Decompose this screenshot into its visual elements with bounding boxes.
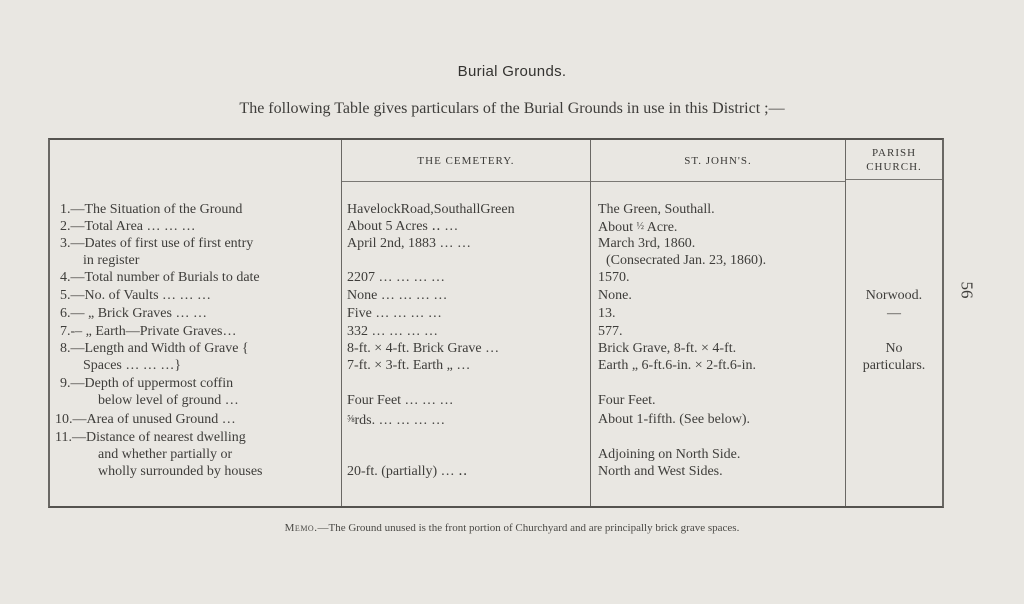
column-divider	[845, 140, 846, 506]
header-parish-line2: CHURCH.	[866, 161, 922, 173]
row-8-label-cont: Spaces … … …}	[83, 358, 182, 373]
st-johns-consecrated: (Consecrated Jan. 23, 1860).	[606, 253, 767, 268]
header-parish-line1: PARISH	[871, 147, 917, 159]
cemetery-brick-graves: Five … … … …	[347, 306, 442, 321]
cemetery-unused-area	[347, 412, 445, 429]
header-rule	[591, 181, 845, 182]
page-title: Burial Grounds.	[457, 63, 567, 80]
row-1-label: 1.—The Situation of the Ground	[60, 202, 243, 217]
row-9-label: 9.—Depth of uppermost coffin	[60, 376, 234, 391]
cemetery-earth-graves: 332 … … … …	[347, 324, 438, 339]
st-johns-area-text: About	[598, 220, 637, 235]
row-11-label-cont: wholly surrounded by houses	[98, 464, 263, 479]
parish-brick-graves: —	[887, 306, 901, 321]
intro-text: The following Table gives particulars of the Burial Grounds in use in this District ;—	[239, 100, 785, 117]
column-divider	[590, 140, 591, 506]
cemetery-brick-grave-size: 8-ft. × 4-ft. Brick Grave …	[347, 341, 500, 356]
parish-vaults: Norwood.	[865, 288, 923, 303]
cemetery-burials: 2207 … … … …	[347, 270, 445, 285]
st-johns-area	[598, 219, 677, 236]
row-11-label: 11.—Distance of nearest dwelling	[55, 430, 246, 445]
row-4-label: 4.—Total number of Burials to date	[60, 270, 260, 285]
st-johns-area-unit: Acre.	[644, 220, 678, 235]
cemetery-first-use: April 2nd, 1883 … …	[347, 236, 472, 251]
cemetery-dwelling-distance: 20-ft. (partially) … ‥	[347, 464, 468, 479]
st-johns-area-fraction: ½	[636, 221, 644, 232]
row-8-label: 8.—Length and Width of Grave {	[60, 341, 249, 356]
row-3-label-cont: in register	[83, 253, 140, 268]
memo-note	[0, 522, 1024, 534]
row-7-label: 7.-– „ Earth—Private Graves…	[60, 324, 237, 339]
cemetery-earth-grave-size: 7-ft. × 3-ft. Earth „ …	[347, 358, 471, 373]
st-johns-burials: 1570.	[598, 270, 630, 285]
burial-grounds-table	[48, 138, 944, 508]
st-johns-brick-graves: 13.	[598, 306, 616, 321]
st-johns-earth-graves: 577.	[598, 324, 623, 339]
cemetery-area: About 5 Acres ‥ …	[347, 219, 459, 234]
row-3-label: 3.—Dates of first use of first entry	[60, 236, 254, 251]
parish-no: No	[885, 341, 903, 356]
cemetery-situation: HavelockRoad,SouthallGreen	[347, 202, 515, 217]
st-johns-brick-grave-size: Brick Grave, 8-ft. × 4-ft.	[598, 341, 737, 356]
header-cemetery: THE CEMETERY.	[417, 155, 515, 167]
st-johns-earth-grave-size: Earth „ 6-ft.6-in. × 2-ft.6-in.	[598, 358, 756, 373]
st-johns-situation: The Green, Southall.	[598, 202, 715, 217]
cemetery-vaults: None … … … …	[347, 288, 448, 303]
memo-text: —The Ground unused is the front portion of Churchyard and are principally brick grave spaces.	[317, 522, 740, 534]
cemetery-unused-fraction: ⅝	[347, 414, 355, 425]
st-johns-adjoining: Adjoining on North Side.	[598, 447, 741, 462]
st-johns-coffin-depth: Four Feet.	[598, 393, 656, 408]
column-divider	[341, 140, 342, 506]
header-st-johns: ST. JOHN'S.	[684, 155, 752, 167]
row-6-label: 6.— „ Brick Graves … …	[60, 306, 207, 321]
cemetery-unused-text: rds. … … … …	[354, 413, 446, 428]
row-5-label: 5.—No. of Vaults … … …	[60, 288, 212, 303]
st-johns-surrounded: North and West Sides.	[598, 464, 723, 479]
row-2-label: 2.—Total Area … … …	[60, 219, 196, 234]
row-11-label-cont: and whether partially or	[98, 447, 233, 462]
row-9-label-cont: below level of ground …	[98, 393, 239, 408]
header-rule	[342, 181, 590, 182]
st-johns-first-use: March 3rd, 1860.	[598, 236, 696, 251]
st-johns-unused-area: About 1-fifth. (See below).	[598, 412, 751, 427]
parish-particulars: particulars.	[862, 358, 926, 373]
st-johns-vaults: None.	[598, 288, 632, 303]
header-rule	[846, 179, 942, 180]
row-10-label: 10.—Area of unused Ground …	[55, 412, 236, 427]
cemetery-coffin-depth: Four Feet … … …	[347, 393, 454, 408]
page-number: 56	[957, 281, 977, 299]
memo-label: Memo.	[284, 522, 318, 534]
